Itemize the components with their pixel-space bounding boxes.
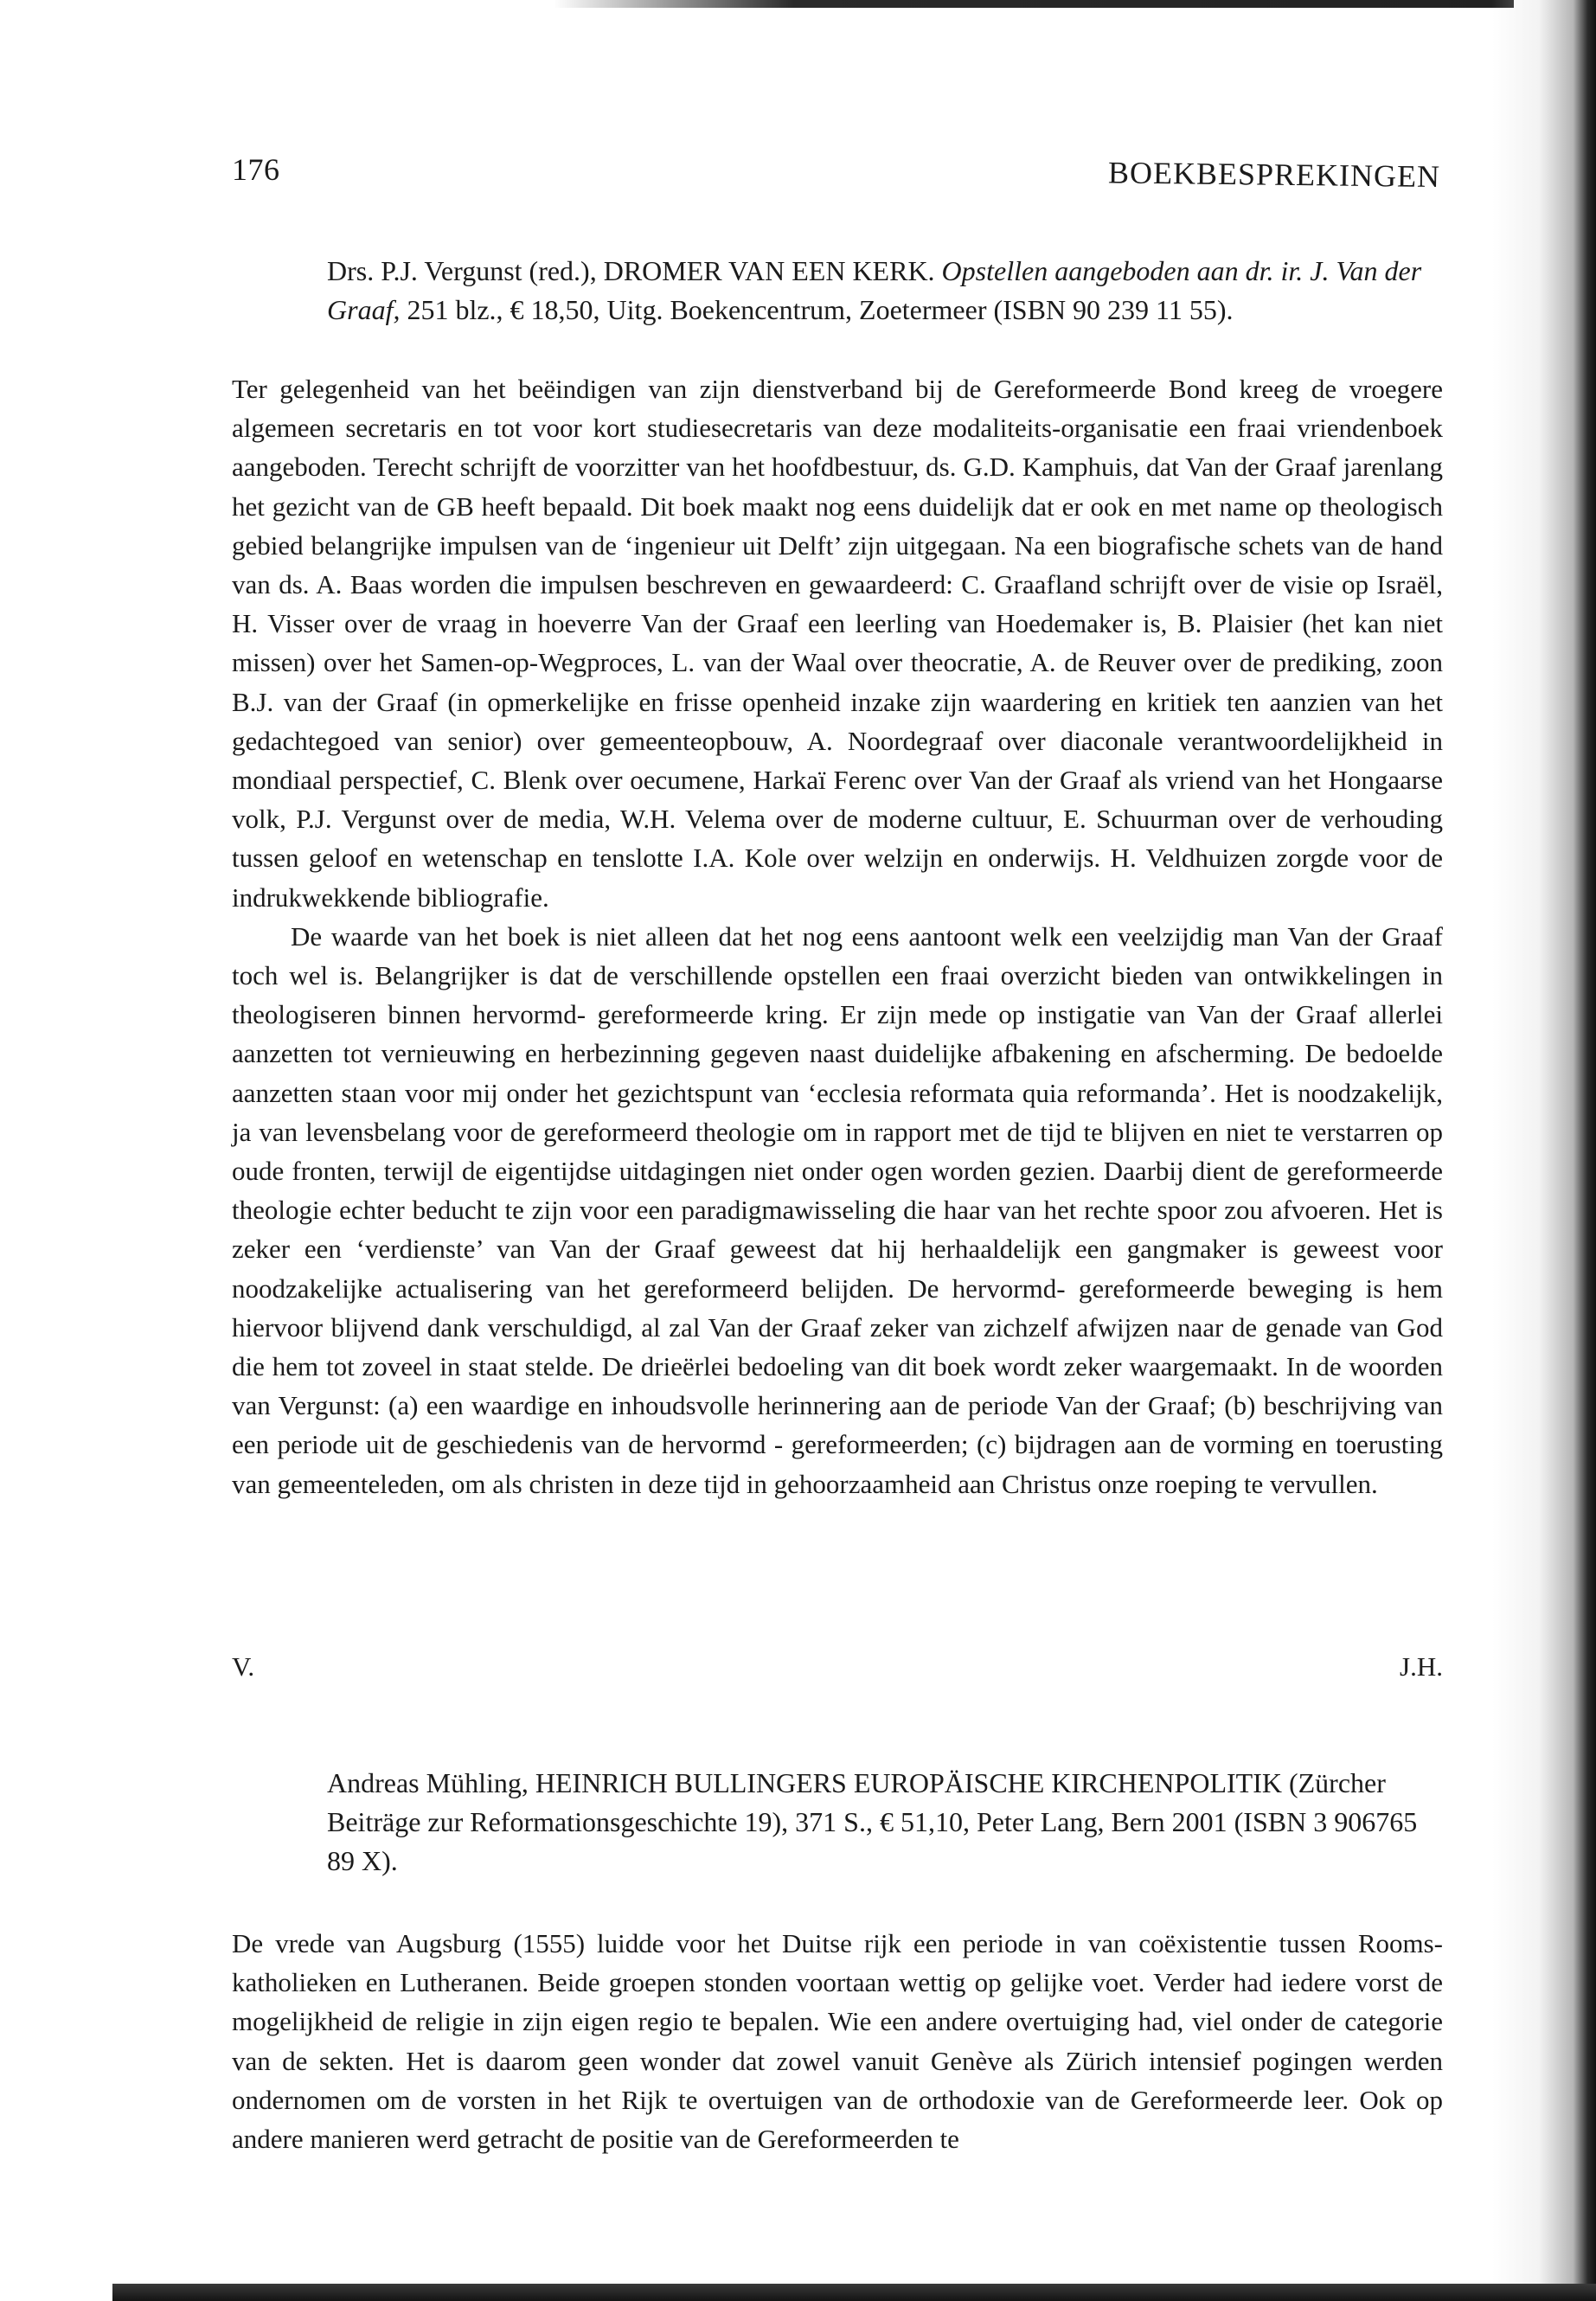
review-signature <box>232 1647 1443 1686</box>
review-paragraph: De waarde van het boek is niet alleen dat het nog eens aantoont welk een veelzijdig man Van der Graaf toch wel is. Belangrijker is dat de verschillende opstellen een fraai overzicht bieden van ontwikkelingen in theologiseren binnen hervormd- gereformeerde kring. Er zijn mede op instigatie van Van der Graaf allerlei aanzetten tot vernieuwing en herbezinning gegeven naast duidelijke afbakening en afscherming. De bedoelde aanzetten staan voor mij onder het gezichtspunt van ‘ecclesia reformata quia reformanda’. Het is noodzakelijk, ja van levensbelang voor de gereformeerd theologie om in rapport met de tijd te blijven en niet te verstarren op oude fronten, terwijl de eigentijdse uitdagingen niet onder ogen worden gezien. Daarbij dient de gereformeerde theologie echter beducht te zijn voor een paradigmawisseling die haar van het rechte spoor zou afvoeren. Het is zeker een ‘verdienste’ van Van der Graaf geweest dat hij herhaaldelijk een gangmaker is geweest voor noodzakelijke actualisering van het gereformeerd belijden. De hervormd- gereformeerde beweging is hem hiervoor blijvend dank verschuldigd, al zal Van der Graaf zeker van zichzelf afwijzen naar de genade van God die hem tot zoveel in staat stelde. De drieërlei bedoeling van dit boek wordt zeker waargemaakt. In de woorden van Vergunst: (a) een waardige en inhoudsvolle herinnering aan de periode Van der Graaf; (b) beschrijving van een periode uit de geschiedenis van de hervormd - gereformeerden; (c) bijdragen aan de vorming en toerusting van gemeenteleden, om als christen in deze tijd in gehoorzaamheid aan Christus onze roeping te vervullen. <box>232 920 1443 1499</box>
citation-text: Drs. P.J. Vergunst (red.), DROMER VAN EEN KERK. <box>327 255 942 286</box>
page-number: 176 <box>232 152 280 187</box>
citation-subtitle: Opstellen aangeboden aan dr. ir. J. Van der Graaf, <box>327 255 1422 325</box>
scan-bottom-edge <box>112 2284 1596 2301</box>
signature-right: J.H. <box>1400 1651 1443 1682</box>
review-paragraph: De vrede van Augsburg (1555) luidde voor het Duitse rijk een periode in van coëxistentie tussen Rooms-katholieken en Lutheranen. Beide groepen stonden voortaan wettig op gelijke voet. Verder had iedere vorst de mogelijkheid de religie in zijn eigen regio te bepalen. Wie een andere overtuiging had, viel onder de categorie van de sekten. Het is daarom geen wonder dat zowel vanuit Genève als Zürich intensief pogingen werden ondernomen om de vorsten in het Rijk te overtuigen van de orthodoxie van de Gereformeerde leer. Ook op andere manieren werd getracht de positie van de Gereformeerden te <box>232 1928 1443 2155</box>
signature-left: V. <box>232 1651 255 1682</box>
citation-details: 251 blz., € 18,50, Uitg. Boekencentrum, Zoetermeer (ISBN 90 239 11 55). <box>400 294 1234 325</box>
scan-top-edge <box>554 0 1514 8</box>
review-citation: Andreas Mühling, HEINRICH BULLINGERS EUROPÄISCHE KIRCHENPOLITIK (Zürcher Beiträge zur Reformationsgeschichte 19), 371 S., € 51,10, Peter Lang, Bern 2001 (ISBN 3 906765 89 X). <box>327 1767 1418 1876</box>
review-body <box>232 369 1443 1503</box>
review-citation <box>327 252 1443 330</box>
scan-binding-shadow <box>1492 0 1596 2301</box>
review-body <box>232 1924 1443 2158</box>
running-head: BOEKBESPREKINGEN <box>1107 155 1441 195</box>
review-paragraph: Ter gelegenheid van het beëindigen van zijn dienstverband bij de Gereformeerde Bond kreeg de vroegere algemeen secretaris en tot voor kort studiesecretaris van deze modaliteits-organisatie een fraai vriendenboek aangeboden. Terecht schrijft de voorzitter van het hoofdbestuur, ds. G.D. Kamphuis, dat Van der Graaf jarenlang het gezicht van de GB heeft bepaald. Dit boek maakt nog eens duidelijk dat er ook en met name op theologisch gebied belangrijke impulsen van de ‘ingenieur uit Delft’ zijn uitgegaan. Na een biografische schets van de hand van ds. A. Baas worden die impulsen beschreven en gewaardeerd: C. Graafland schrijft over de visie op Israël, H. Visser over de vraag in hoeverre Van der Graaf een leerling van Hoedemaker is, B. Plaisier (het kan niet missen) over het Samen-op-Wegproces, L. van der Waal over theocratie, A. de Reuver over de prediking, zoon B.J. van der Graaf (in opmerkelijke en frisse openheid inzake zijn waardering en kritiek ten aanzien van het gedachtegoed van senior) over gemeenteopbouw, A. Noordegraaf over diaconale verantwoordelijkheid in mondiaal perspectief, C. Blenk over oecumene, Harkaï Ferenc over Van der Graaf als vriend van het Hongaarse volk, P.J. Vergunst over de media, W.H. Velema over de moderne cultuur, E. Schuurman over de verhouding tussen geloof en wetenschap en tenslotte I.A. Kole over welzijn en onderwijs. H. Veldhuizen zorgde voor de indrukwekkende bibliografie. <box>232 374 1443 913</box>
